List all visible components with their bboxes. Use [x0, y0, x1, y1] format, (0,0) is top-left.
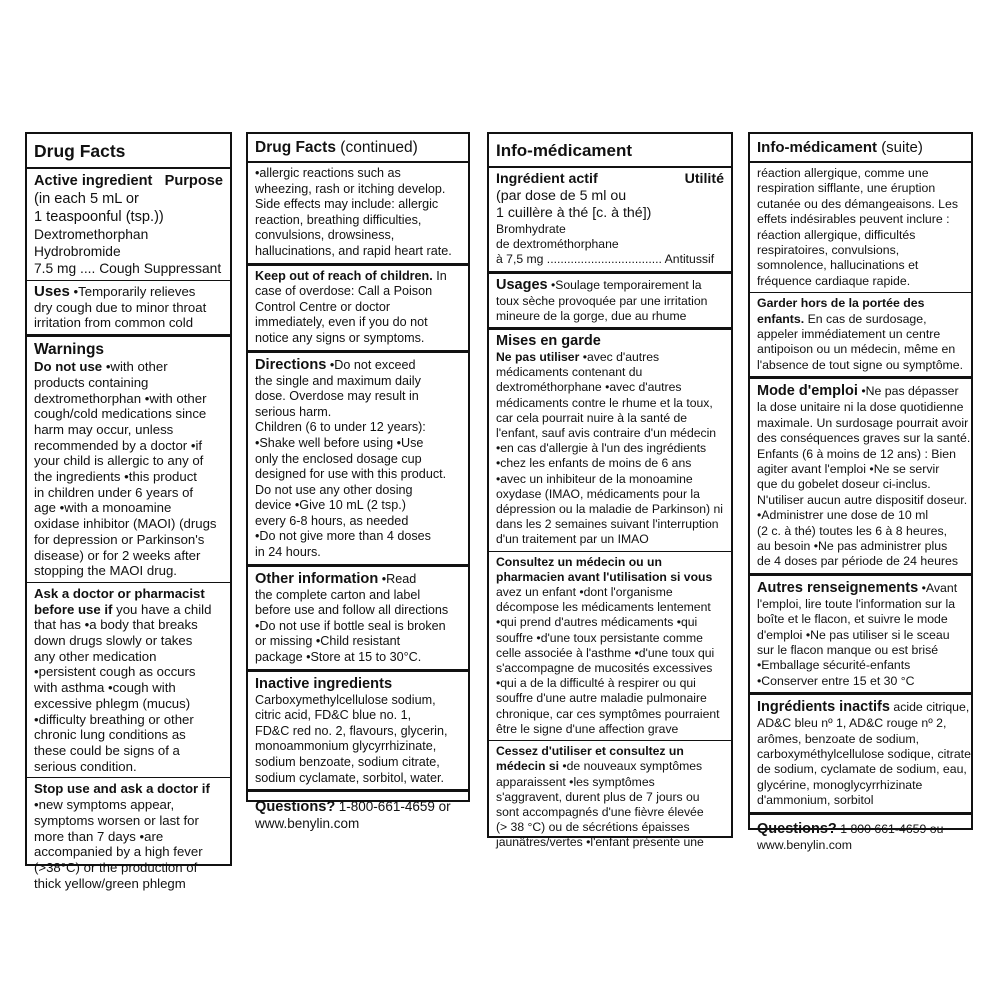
ask-doctor-line: serious condition. [34, 758, 137, 774]
inactive-line: sodium benzoate, sodium citrate, [255, 755, 440, 769]
stop-use-line: (>38°C) or the production of [34, 859, 198, 875]
other-info-line: or missing •Child resistant [255, 634, 401, 649]
consult-line: •qui prend d'autres médicaments •qui [496, 615, 698, 630]
panel-title: Drug Facts [27, 134, 230, 169]
stop-use-section [27, 778, 230, 894]
ask-doctor-section [27, 583, 230, 778]
uses-line: irritation from common cold [34, 315, 194, 331]
directions-title: Mode d'emploi [757, 383, 858, 400]
stop-use-line: apparaissent •les symptômes [496, 774, 655, 789]
side-effects-line: convulsions, drowsiness, [255, 228, 395, 243]
panel-title-rest: (suite) [881, 139, 923, 156]
ingredient-line: Dextromethorphan [34, 227, 149, 242]
keep-out-line: In [436, 268, 447, 283]
directions-line: agiter avant l'emploi •Ne se servir [757, 461, 940, 476]
other-info-title: Autres renseignements [757, 579, 919, 596]
questions-title: Questions? [757, 820, 837, 837]
side-effects-line: somnolence, hallucinations et [757, 258, 919, 273]
questions-section [248, 792, 468, 835]
consult-title: Consultez un médecin ou un [496, 554, 662, 569]
ask-doctor-title: Ask a doctor or pharmacist [34, 585, 205, 601]
ingredient-line: de dextrométhorphane [496, 237, 619, 252]
keep-out-line: l'absence de tout signe ou symptôme. [757, 357, 964, 372]
panel-title [248, 134, 468, 163]
other-info-line: •Conserver entre 15 et 30 °C [757, 673, 915, 688]
keep-out-title: enfants. [757, 311, 805, 326]
inactive-line: carboxyméthylcellulose sodique, citrate [757, 747, 971, 761]
uses-line: •Soulage temporairement la [550, 277, 702, 292]
ask-doctor-line: that has •a body that breaks [34, 617, 198, 633]
ask-doctor-line: down drugs slowly or takes [34, 633, 193, 649]
keep-out-line: Control Centre or doctor [255, 299, 391, 314]
stop-use-title: médecin si [496, 759, 559, 774]
other-info-title: Other information [255, 570, 379, 587]
dose-line: 1 cuillère à thé [c. à thé]) [496, 205, 652, 221]
do-not-use-title: Do not use [34, 359, 103, 375]
inactive-ingredients-section [248, 672, 468, 793]
active-ingredient-section [489, 168, 731, 274]
do-not-use-title: Ne pas utiliser [496, 350, 580, 365]
side-effects-line: reaction, breathing difficulties, [255, 212, 422, 227]
inactive-line: AD&C bleu nº 1, AD&C rouge nº 2, [757, 716, 947, 731]
uses-line: toux sèche provoquée par une irritation [496, 293, 708, 308]
directions-line: serious harm. [255, 404, 332, 419]
consult-title: pharmacien avant l'utilisation si vous [496, 569, 713, 584]
consult-line: souffre d'une autre maladie pulmonaire [496, 691, 707, 706]
consult-doctor-section [489, 552, 731, 741]
uses-title: Usages [496, 276, 548, 293]
inactive-title: Inactive ingredients [255, 675, 393, 692]
directions-line: •Shake well before using •Use [255, 435, 424, 450]
directions-line: (2 c. à thé) toutes les 6 à 8 heures, [757, 523, 948, 538]
directions-line: que du gobelet doseur ci-inclus. [757, 477, 931, 492]
side-effects-line: réaction allergique, difficultés [757, 227, 916, 242]
side-effects-line: cutanée ou des démangeaisons. Les [757, 196, 958, 211]
consult-line: décompose les médicaments lentement [496, 600, 711, 615]
do-not-use-line: médicaments contre le rhume et la toux, [496, 395, 713, 410]
inactive-line: citric acid, FD&C blue no. 1, [255, 708, 412, 723]
do-not-use-line: •chez les enfants de moins de 6 ans [496, 456, 692, 471]
do-not-use-line: age •with a monoamine [34, 500, 172, 516]
stop-use-line: thick yellow/green phlegm [34, 875, 186, 891]
do-not-use-line: products containing [34, 374, 149, 390]
questions-phone: 1 800 661-4659 ou [840, 821, 944, 836]
drug-facts-panel-english [25, 132, 232, 891]
do-not-use-line: stopping the MAOI drug. [34, 563, 177, 579]
side-effects-line: •allergic reactions such as [255, 166, 401, 180]
uses-line: dry cough due to minor throat [34, 299, 207, 315]
other-info-line: l'emploi, lire toute l'information sur la [757, 596, 956, 611]
inactive-line: acide citrique, [893, 700, 970, 715]
other-info-line: •Emballage sécurité-enfants [757, 658, 911, 673]
ask-doctor-line: you have a child [116, 601, 212, 617]
directions-line: device •Give 10 mL (2 tsp.) [255, 498, 406, 513]
do-not-use-line: disease) or for 2 weeks after [34, 547, 201, 563]
directions-section [750, 379, 971, 575]
directions-line: dose. Overdose may result in [255, 389, 419, 404]
inactive-line: d'ammonium, sorbitol [757, 793, 874, 808]
questions-phone: 1-800-661-4659 or [338, 799, 451, 815]
inactive-line: glycérine, monoglycyrrhizinate [757, 777, 923, 792]
directions-line: des conséquences graves sur la santé. [757, 431, 971, 446]
ingredient-line: Hydrobromide [34, 244, 121, 259]
ask-doctor-line: excessive phlegm (mucus) [34, 695, 191, 711]
inactive-ingredients-section [750, 695, 971, 814]
stop-use-line: more than 7 days •are [34, 828, 164, 844]
directions-line: de 4 doses par période de 24 heures [757, 554, 958, 569]
inactive-line: monoammonium glycyrrhizinate, [255, 739, 437, 754]
consult-line: être le signe d'une affection grave [496, 721, 679, 736]
directions-line: N'utiliser aucun autre dispositif doseur. [757, 492, 968, 507]
keep-out-title: Garder hors de la portée des [757, 296, 925, 311]
do-not-use-line: médicaments contenant du [496, 365, 643, 380]
dose-line: (in each 5 mL or [34, 191, 139, 207]
other-info-line: sur le flacon manque ou est brisé [757, 642, 939, 657]
consult-line: souffre •d'une toux persistante comme [496, 630, 703, 645]
do-not-use-line: your child is allergic to any of [34, 453, 204, 469]
active-ingredient-title: Ingrédient actif [496, 171, 598, 187]
do-not-use-line: recommended by a doctor •if [34, 437, 203, 453]
stop-use-section [489, 741, 731, 853]
do-not-use-line: dextrométhorphane •avec d'autres [496, 380, 682, 395]
questions-title: Questions? [255, 799, 336, 816]
stop-use-title: Stop use and ask a doctor if [34, 781, 210, 797]
panel-title-rest: (continued) [340, 139, 418, 156]
directions-line: •Ne pas dépasser [861, 384, 959, 399]
keep-out-title: Keep out of reach of children. [255, 268, 433, 283]
do-not-use-line: •avec un inhibiteur de la monoamine [496, 471, 693, 486]
stop-use-title: Cessez d'utiliser et consultez un [496, 744, 684, 759]
directions-line: Do not use any other dosing [255, 482, 413, 497]
directions-line: designed for use with this product. [255, 467, 447, 482]
ask-doctor-line: •persistent cough as occurs [34, 664, 196, 680]
directions-title: Directions [255, 356, 327, 373]
ingredient-purpose: Cough Suppressant [99, 261, 222, 276]
ask-doctor-line: with asthma •cough with [34, 680, 176, 696]
keep-out-line: notice any signs or symptoms. [255, 330, 425, 345]
purpose-label: Utilité [684, 171, 724, 187]
directions-line: only the enclosed dosage cup [255, 451, 422, 466]
active-ingredient-title: Active ingredient [34, 173, 153, 189]
ask-doctor-title: before use if [34, 601, 113, 617]
consult-line: •qui a de la difficulté à respirer ou qui [496, 676, 696, 691]
inactive-line: arômes, benzoate de sodium, [757, 731, 920, 746]
keep-out-line: antipoison ou un médecin, même en [757, 342, 956, 357]
info-medicament-continued-panel [748, 132, 973, 852]
other-info-line: the complete carton and label [255, 587, 421, 602]
keep-out-line: En cas de surdosage, [807, 311, 927, 326]
consult-line: avez un enfant •dont l'organisme [496, 585, 673, 600]
uses-line: mineure de la gorge, due au rhume [496, 308, 687, 323]
stop-use-line: (> 38 °C) ou de sécrétions épaisses [496, 820, 690, 835]
warnings-do-not-use-section [489, 330, 731, 552]
inactive-line: de sodium, cyclamate de sodium, eau, [757, 762, 967, 777]
directions-section [248, 353, 468, 567]
do-not-use-line: car cela pourrait nuire à la santé de [496, 410, 688, 425]
uses-section [489, 274, 731, 330]
do-not-use-line: dépression ou la maladie de Parkinson) ni [496, 502, 723, 517]
other-info-line: boîte et le flacon, et suivre le mode [757, 612, 948, 627]
ask-doctor-line: any other medication [34, 648, 157, 664]
other-information-section [750, 576, 971, 695]
dose-line: (par dose de 5 ml ou [496, 188, 627, 204]
do-not-use-line: d'un traitement par un IMAO [496, 532, 649, 547]
stop-use-line: s'aggravent, durent plus de 7 jours ou [496, 789, 700, 804]
warnings-do-not-use-section [27, 337, 230, 583]
stop-use-line: •new symptoms appear, [34, 797, 175, 813]
directions-line: la dose unitaire ni la dose quotidienne [757, 400, 964, 415]
uses-title: Uses [34, 283, 70, 300]
do-not-use-line: for depression or Parkinson's [34, 531, 205, 547]
side-effects-section [750, 163, 971, 293]
ask-doctor-line: chronic lung conditions as [34, 727, 186, 743]
do-not-use-line: l'enfant, sauf avis contraire d'un médecin [496, 426, 717, 441]
directions-line: maximale. Un surdosage pourrait avoir [757, 415, 969, 430]
side-effects-line: wheezing, rash or itching develop. [255, 181, 446, 196]
other-info-line: •Read [381, 571, 417, 586]
directions-line: •Administrer une dose de 10 ml [757, 508, 929, 523]
drug-facts-continued-panel [246, 132, 470, 832]
consult-line: chronique, car ces symptômes pourraient [496, 706, 720, 721]
ingredient-amount: 7.5 mg .... [34, 261, 96, 276]
side-effects-line: Side effects may include: allergic [255, 197, 439, 212]
do-not-use-line: oxidase inhibitor (MAOI) (drugs [34, 516, 217, 532]
stop-use-line: symptoms worsen or last for [34, 812, 199, 828]
do-not-use-line: dans les 2 semaines suivant l'interruption [496, 517, 719, 532]
inactive-line: FD&C red no. 2, flavours, glycerin, [255, 723, 448, 738]
stop-use-line: •de nouveaux symptômes [562, 759, 703, 774]
do-not-use-line: oxydase (IMAO, médicaments pour la [496, 486, 700, 501]
other-info-line: d'emploi •Ne pas utiliser si le sceau [757, 627, 950, 642]
inactive-line: sodium cyclamate, sorbitol, water. [255, 770, 444, 785]
side-effects-section [248, 163, 468, 266]
do-not-use-line: •with other [105, 359, 168, 375]
inactive-line: Carboxymethylcellulose sodium, [255, 692, 436, 707]
other-info-line: •Avant [921, 580, 958, 595]
side-effects-line: respiration sifflante, une éruption [757, 181, 936, 196]
side-effects-line: effets indésirables peuvent inclure : [757, 212, 950, 227]
do-not-use-line: •en cas d'allergie à l'un des ingrédients [496, 441, 707, 456]
other-information-section [248, 567, 468, 672]
side-effects-line: hallucinations, and rapid heart rate. [255, 243, 452, 258]
stop-use-line: jaunâtres/vertes •l'enfant présente une [496, 835, 704, 850]
info-medicament-panel-french [487, 132, 733, 850]
keep-out-of-reach-section [750, 293, 971, 379]
do-not-use-line: dextromethorphan •with other [34, 390, 207, 406]
directions-line: •Do not give more than 4 doses [255, 529, 431, 544]
questions-section [750, 815, 971, 856]
uses-line: •Temporarily relieves [73, 284, 196, 299]
directions-line: the single and maximum daily [255, 373, 421, 388]
consult-line: s'accompagne de mucosités excessives [496, 661, 713, 676]
panel-title [750, 134, 971, 163]
dose-line: 1 teaspoonful (tsp.)) [34, 209, 164, 225]
do-not-use-line: the ingredients •this product [34, 469, 197, 485]
purpose-label: Purpose [164, 173, 223, 189]
ask-doctor-line: these could be signs of a [34, 742, 180, 758]
other-info-line: •Do not use if bottle seal is broken [255, 618, 446, 633]
keep-out-of-reach-section [248, 266, 468, 353]
directions-line: in 24 hours. [255, 545, 321, 560]
questions-url[interactable]: www.benylin.com [757, 837, 852, 852]
questions-url[interactable]: www.benylin.com [255, 816, 360, 832]
ingredient-purpose: Antitussif [664, 252, 715, 267]
uses-section [27, 281, 230, 337]
ingredient-line: Bromhydrate [496, 222, 566, 236]
active-ingredient-section [27, 169, 230, 281]
panel-title-bold: Info-médicament [757, 139, 878, 156]
keep-out-line: appeler immédiatement un centre [757, 327, 941, 342]
do-not-use-line: in children under 6 years of [34, 484, 194, 500]
directions-line: au besoin •Ne pas administrer plus [757, 538, 948, 553]
panel-title: Info-médicament [489, 134, 731, 168]
stop-use-line: accompanied by a high fever [34, 844, 203, 860]
ingredient-amount: à 7,5 mg .................................. [496, 252, 662, 267]
panel-title-bold: Drug Facts [255, 139, 336, 156]
directions-line: Children (6 to under 12 years): [255, 420, 426, 435]
do-not-use-line: cough/cold medications since [34, 406, 207, 422]
directions-line: every 6-8 hours, as needed [255, 513, 409, 528]
directions-line: •Do not exceed [329, 357, 416, 372]
do-not-use-line: harm may occur, unless [34, 421, 174, 437]
do-not-use-line: •avec d'autres [582, 350, 660, 365]
side-effects-line: fréquence cardiaque rapide. [757, 273, 911, 288]
stop-use-line: sont accompagnés d'une fièvre élevée [496, 804, 704, 819]
warnings-title: Mises en garde [496, 333, 601, 350]
inactive-title: Ingrédients inactifs [757, 699, 890, 716]
other-info-line: before use and follow all directions [255, 603, 449, 618]
keep-out-line: case of overdose: Call a Poison [255, 284, 433, 299]
side-effects-line: respiratoires, convulsions, [757, 243, 900, 258]
side-effects-line: réaction allergique, comme une [757, 166, 929, 180]
directions-line: Enfants (6 à moins de 12 ans) : Bien [757, 446, 956, 461]
consult-line: celle associée à l'asthme •d'une toux qui [496, 645, 715, 660]
keep-out-line: immediately, even if you do not [255, 315, 428, 330]
other-info-line: package •Store at 15 to 30°C. [255, 650, 422, 665]
ask-doctor-line: •difficulty breathing or other [34, 711, 194, 727]
warnings-title: Warnings [34, 341, 105, 359]
